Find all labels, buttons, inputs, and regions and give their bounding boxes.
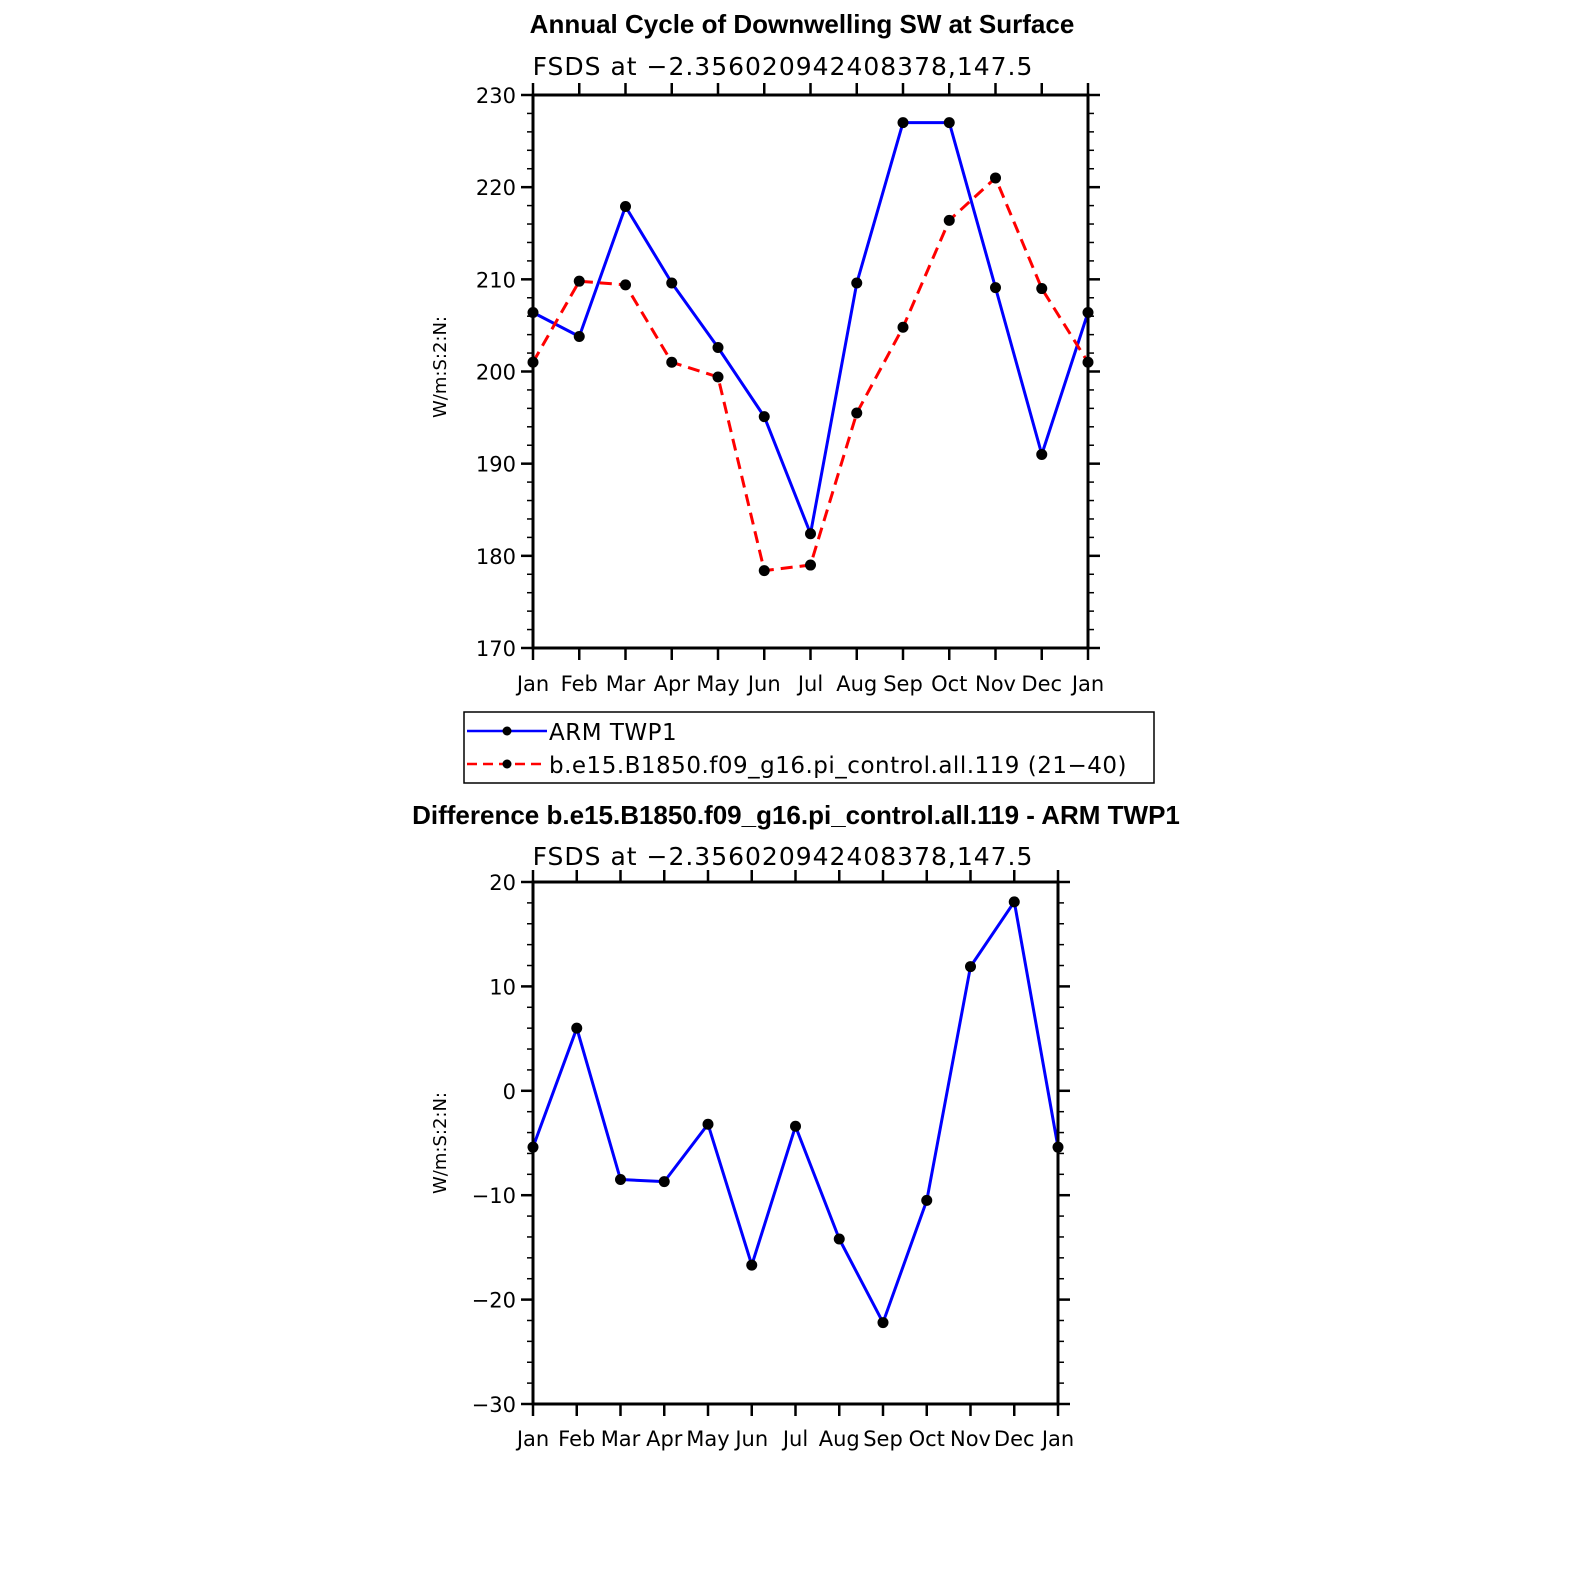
y-tick-label: 0	[502, 1079, 516, 1104]
y-tick-label: −20	[471, 1288, 516, 1313]
x-tick-label: Jan	[516, 1427, 550, 1451]
data-point	[790, 1121, 801, 1132]
legend-marker	[503, 760, 512, 769]
data-point	[574, 331, 585, 342]
data-point	[703, 1119, 714, 1130]
x-tick-label: Feb	[558, 1427, 596, 1451]
y-tick-label: 170	[475, 637, 516, 661]
y-tick-label: 230	[475, 84, 516, 108]
x-tick-label: Nov	[950, 1427, 991, 1451]
x-tick-label: Feb	[560, 672, 598, 696]
data-point	[921, 1195, 932, 1206]
data-point	[878, 1317, 889, 1328]
x-tick-label: Jan	[1041, 1427, 1075, 1451]
y-tick-label: 20	[489, 871, 516, 895]
y-axis-label: W/m:S:2:N:	[430, 1092, 451, 1194]
x-tick-label: Sep	[863, 1427, 903, 1451]
plot-frame	[533, 882, 1058, 1404]
x-tick-label: Jul	[797, 672, 824, 696]
x-tick-label: Oct	[908, 1427, 945, 1451]
data-point	[944, 215, 955, 226]
data-point	[759, 565, 770, 576]
chart-subtitle: FSDS at −2.356020942408378,147.5	[532, 52, 1034, 81]
data-point	[851, 407, 862, 418]
series-line-0	[533, 123, 1088, 534]
x-tick-label: May	[686, 1427, 730, 1451]
data-point	[713, 372, 724, 383]
x-tick-label: Jan	[516, 672, 550, 696]
data-point	[898, 117, 909, 128]
data-point	[805, 528, 816, 539]
data-point	[666, 278, 677, 289]
x-tick-label: Nov	[975, 672, 1016, 696]
chart-title: Difference b.e15.B1850.f09_g16.pi_control.all.119 - ARM TWP1	[412, 800, 1180, 830]
series-line-0	[533, 902, 1058, 1323]
data-point	[620, 279, 631, 290]
data-point	[990, 282, 1001, 293]
y-tick-label: 200	[475, 360, 516, 385]
x-tick-label: Apr	[646, 1427, 683, 1451]
y-tick-label: 220	[475, 176, 516, 201]
data-point	[659, 1176, 670, 1187]
x-tick-label: Jan	[1071, 672, 1105, 696]
data-point	[1009, 896, 1020, 907]
x-tick-label: Aug	[836, 672, 878, 696]
legend	[464, 712, 1154, 783]
y-tick-label: −10	[471, 1184, 516, 1209]
x-tick-label: Apr	[653, 672, 690, 696]
x-tick-label: Jun	[735, 1427, 769, 1451]
data-point	[571, 1023, 582, 1034]
x-tick-label: Jul	[782, 1427, 809, 1451]
x-tick-label: Mar	[600, 1427, 641, 1451]
chart-title: Annual Cycle of Downwelling SW at Surface	[529, 9, 1075, 39]
x-tick-label: Aug	[818, 1427, 860, 1451]
chart-subtitle: FSDS at −2.356020942408378,147.5	[532, 842, 1034, 871]
x-tick-label: Oct	[931, 672, 968, 696]
data-point	[746, 1260, 757, 1271]
data-point	[805, 560, 816, 571]
data-point	[620, 201, 631, 212]
legend-marker	[503, 727, 512, 736]
data-point	[990, 172, 1001, 183]
x-tick-label: Dec	[1021, 672, 1063, 696]
data-point	[1036, 449, 1047, 460]
y-tick-label: −30	[471, 1393, 516, 1417]
data-point	[759, 411, 770, 422]
data-point	[834, 1234, 845, 1245]
data-point	[898, 322, 909, 333]
data-point	[615, 1174, 626, 1185]
legend-label: b.e15.B1850.f09_g16.pi_control.all.119 (21−40)	[549, 753, 1127, 779]
data-point	[666, 357, 677, 368]
legend-entry-model	[467, 753, 1127, 779]
data-point	[944, 117, 955, 128]
data-point	[713, 342, 724, 353]
x-tick-label: Jun	[747, 672, 781, 696]
data-point	[851, 278, 862, 289]
data-point	[574, 276, 585, 287]
x-tick-label: Mar	[605, 672, 646, 696]
legend-label: ARM TWP1	[549, 720, 678, 746]
y-tick-label: 10	[489, 975, 516, 1000]
y-tick-label: 190	[475, 452, 516, 477]
annual-cycle-chart	[430, 9, 1104, 696]
x-tick-label: Sep	[883, 672, 923, 696]
difference-chart	[412, 800, 1180, 1451]
x-tick-label: Dec	[993, 1427, 1035, 1451]
y-tick-label: 210	[475, 268, 516, 293]
x-tick-label: May	[696, 672, 740, 696]
y-tick-label: 180	[475, 544, 516, 569]
y-axis-label: W/m:S:2:N:	[430, 316, 451, 418]
data-point	[1036, 283, 1047, 294]
data-point	[965, 961, 976, 972]
